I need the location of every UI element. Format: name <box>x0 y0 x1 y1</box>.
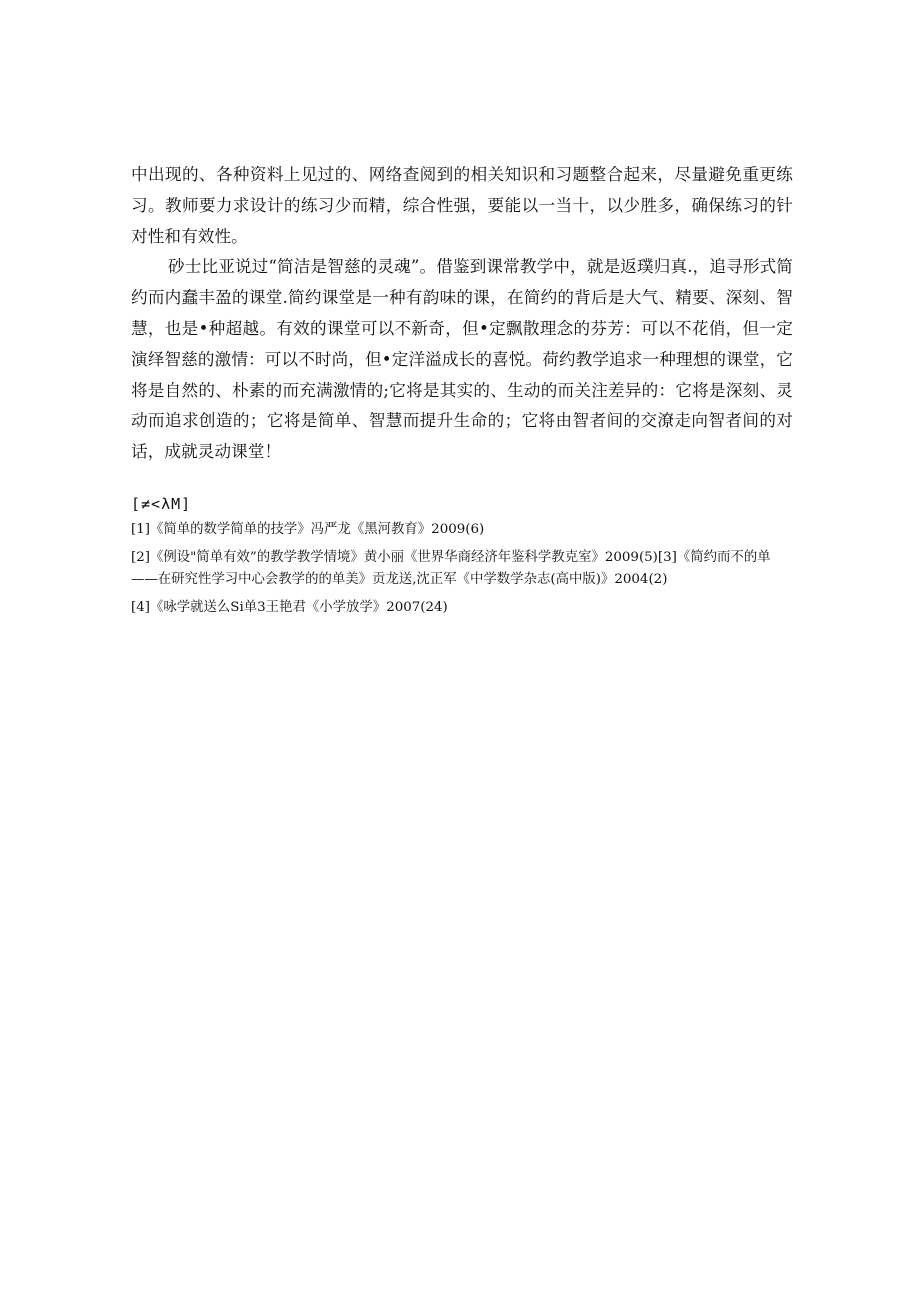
reference-item-1: [1]《简单的数学简单的技学》冯严龙《黑河教育》2009(6) <box>131 521 485 537</box>
reference-item-3: [4]《咏学就送么Si单3王艳君《小学放学》2007(24) <box>131 599 448 615</box>
reference-item-2: [2]《例设"简单有效”的教学教学情境》黄小丽《世界华商经济年鉴科学教克室》2009(5)[3]《简约而不的单——在研究性学习中心会教学的的单美》贡龙送,沈正军《中学数学杂志(高中版)》2004(2) <box>131 549 771 587</box>
references-heading: [≠<λM] <box>131 494 192 513</box>
body-paragraph-2: 砂士比亚说过“简洁是智慈的灵魂”。借鉴到课常教学中，就是返璞归真.，追寻形式简约而内蠢丰盈的课堂.简约课堂是一种有韵味的课，在简约的背后是大气、精要、深刻、智慧，也是•种超越。有效的课堂可以不新奇，但•定飘散理念的芬芳：可以不花俏，但一定演绎智慈的激情：可以不时尚，但•定洋溢成长的喜悦。荷约教学追求一种理想的课堂，它将是自然的、朴素的而充满激情的;它将是其实的、生动的而关注差异的：它将是深刻、灵动而追求创造的；它将是简单、智慧而提升生命的；它将由智者间的交潦走向智者间的对话，成就灵动课堂！ <box>131 257 793 462</box>
body-paragraph-1: 中出现的、各种资料上见过的、网络查阅到的相关知识和习题整合起来，尽量避免重更练习。教师要力求设计的练习少而精，综合性强，要能以一当十，以少胜多，确保练习的针对性和有效性。 <box>131 165 793 246</box>
references-section <box>131 493 793 619</box>
document-page <box>131 160 793 619</box>
